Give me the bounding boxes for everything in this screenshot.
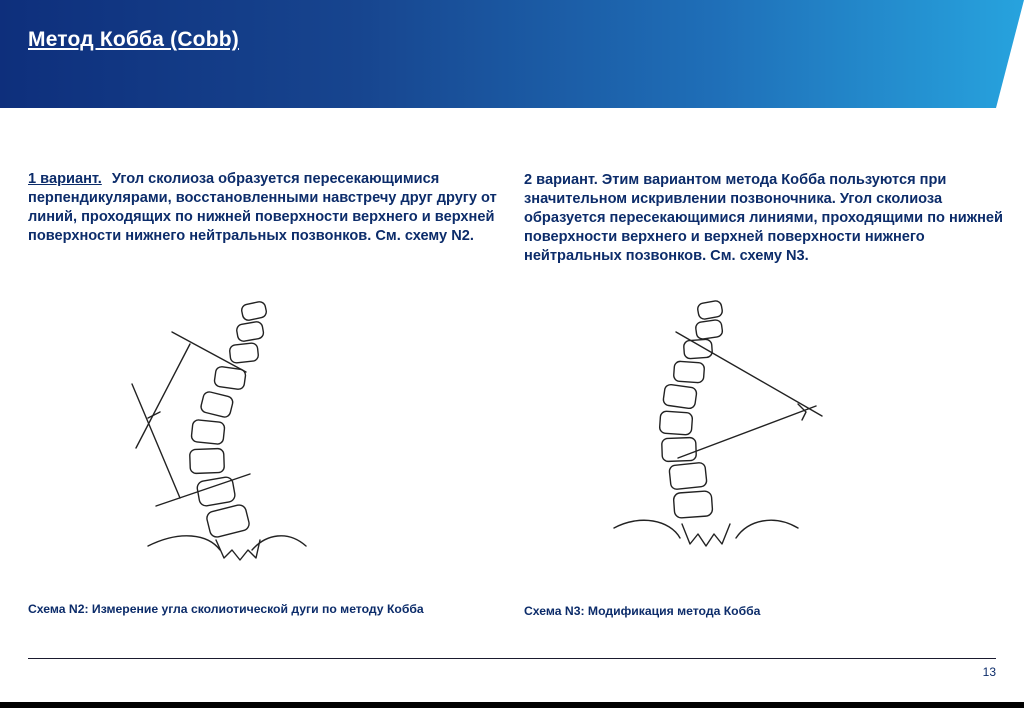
variant2-body: 2 вариант. Этим вариантом метода Кобба пользуются при значительном искривлении позвоночника. Угол сколиоза образуется пересекающимися линиями, проходящими по нижней поверхности верхнего и верхней поверхности нижнего нейтральных позвонков. См. схему N3. [524, 172, 1004, 264]
page-number: 13 [982, 665, 996, 679]
bottom-bar [0, 702, 1024, 708]
footer-divider [28, 658, 996, 659]
variant2-text [524, 171, 1004, 266]
spine-diagram-2-icon [600, 288, 830, 583]
spine-diagram-1-icon [120, 288, 340, 583]
header-banner [0, 0, 1024, 108]
page-title: Метод Кобба (Cobb) [28, 28, 239, 51]
caption-scheme2: Схема N2: Измерение угла сколиотической дуги по методу Кобба [28, 602, 424, 616]
variant1-lead: 1 вариант. [28, 171, 102, 187]
variant1-body: Угол сколиоза образуется пересекающимися перпендикулярами, восстановленными навстречу друг другу от линий, проходящих по нижней поверхности верхнего и верхней поверхности нижнего нейтральных позвонков. См. схему N2. [28, 171, 497, 244]
caption-scheme3: Схема N3: Модификация метода Кобба [524, 604, 761, 618]
variant1-text [28, 170, 520, 246]
